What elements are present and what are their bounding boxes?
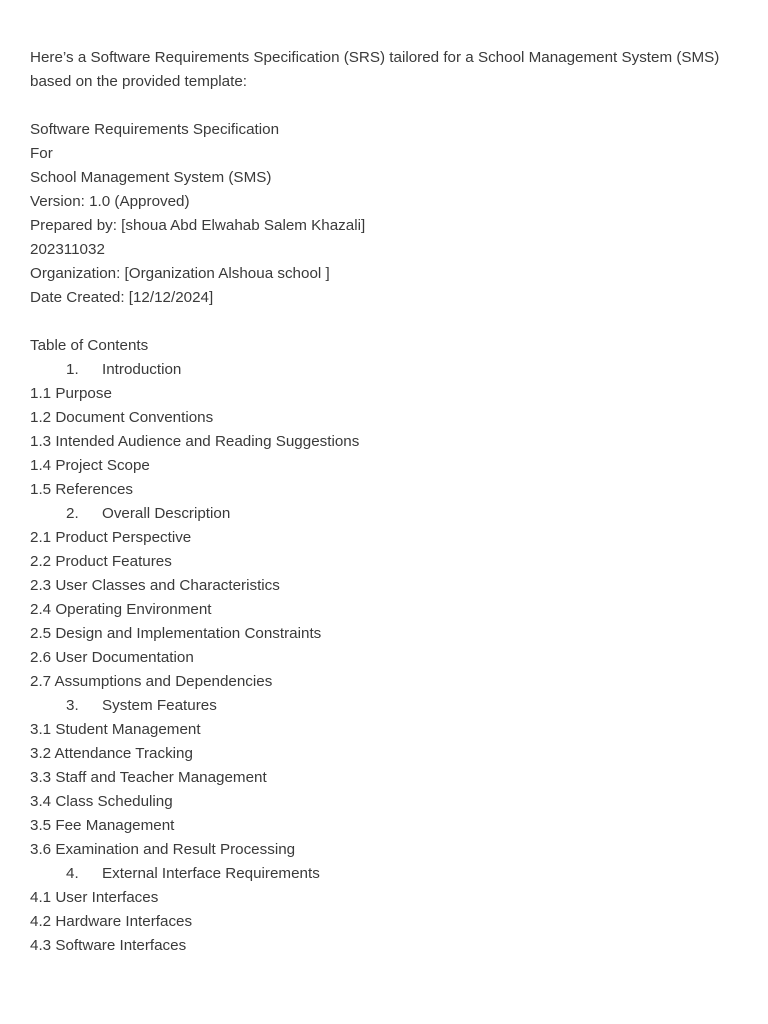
toc-section-title: Introduction xyxy=(102,361,182,378)
toc-item: 2.1 Product Perspective xyxy=(30,529,192,546)
spacer xyxy=(30,310,730,334)
toc-section-heading xyxy=(30,862,730,886)
toc-item: 1.2 Document Conventions xyxy=(30,409,214,426)
toc-item: 1.1 Purpose xyxy=(30,385,112,402)
toc-item: 2.2 Product Features xyxy=(30,553,172,570)
toc-item: 3.1 Student Management xyxy=(30,721,201,738)
cover-version: Version: 1.0 (Approved) xyxy=(30,193,190,210)
toc-item: 2.4 Operating Environment xyxy=(30,601,212,618)
toc-section-title: Overall Description xyxy=(102,505,231,522)
toc-title: Table of Contents xyxy=(30,337,149,354)
toc-section-heading xyxy=(30,694,730,718)
toc-item: 3.6 Examination and Result Processing xyxy=(30,841,296,858)
toc-item: 4.3 Software Interfaces xyxy=(30,937,187,954)
toc-item: 1.3 Intended Audience and Reading Suggestions xyxy=(30,433,360,450)
intro-paragraph: Here’s a Software Requirements Specification (SRS) tailored for a School Management System (SMS) based on the provided template: xyxy=(30,49,720,90)
toc-section-number: 2. xyxy=(66,505,79,522)
toc-section-heading xyxy=(30,502,730,526)
toc-section-2 xyxy=(30,502,730,694)
toc-item: 3.5 Fee Management xyxy=(30,817,175,834)
toc-item: 1.4 Project Scope xyxy=(30,457,150,474)
toc-section-4 xyxy=(30,862,730,958)
toc-item: 1.5 References xyxy=(30,481,133,498)
toc-section-number: 3. xyxy=(66,697,79,714)
toc-item: 3.2 Attendance Tracking xyxy=(30,745,193,762)
toc-item: 2.3 User Classes and Characteristics xyxy=(30,577,280,594)
cover-title: Software Requirements Specification xyxy=(30,121,280,138)
toc-section-number: 1. xyxy=(66,361,79,378)
toc-section-title: External Interface Requirements xyxy=(102,865,320,882)
toc-item: 4.2 Hardware Interfaces xyxy=(30,913,193,930)
toc-item: 3.4 Class Scheduling xyxy=(30,793,173,810)
toc-item: 2.7 Assumptions and Dependencies xyxy=(30,673,273,690)
toc-item: 3.3 Staff and Teacher Management xyxy=(30,769,267,786)
toc-section-heading xyxy=(30,358,730,382)
cover-system-name: School Management System (SMS) xyxy=(30,169,272,186)
toc-section-1 xyxy=(30,358,730,502)
toc-section-3 xyxy=(30,694,730,862)
toc-item: 4.1 User Interfaces xyxy=(30,889,159,906)
cover-organization: Organization: [Organization Alshoua school ] xyxy=(30,265,330,282)
toc-item: 2.5 Design and Implementation Constraints xyxy=(30,625,322,642)
document-body xyxy=(30,46,730,958)
toc-section-title: System Features xyxy=(102,697,217,714)
spacer xyxy=(30,94,730,118)
cover-for: For xyxy=(30,145,53,162)
cover-student-id: 202311032 xyxy=(30,241,105,258)
toc-section-number: 4. xyxy=(66,865,79,882)
toc-item: 2.6 User Documentation xyxy=(30,649,194,666)
cover-prepared-by: Prepared by: [shoua Abd Elwahab Salem Khazali] xyxy=(30,217,366,234)
cover-date: Date Created: [12/12/2024] xyxy=(30,289,214,306)
